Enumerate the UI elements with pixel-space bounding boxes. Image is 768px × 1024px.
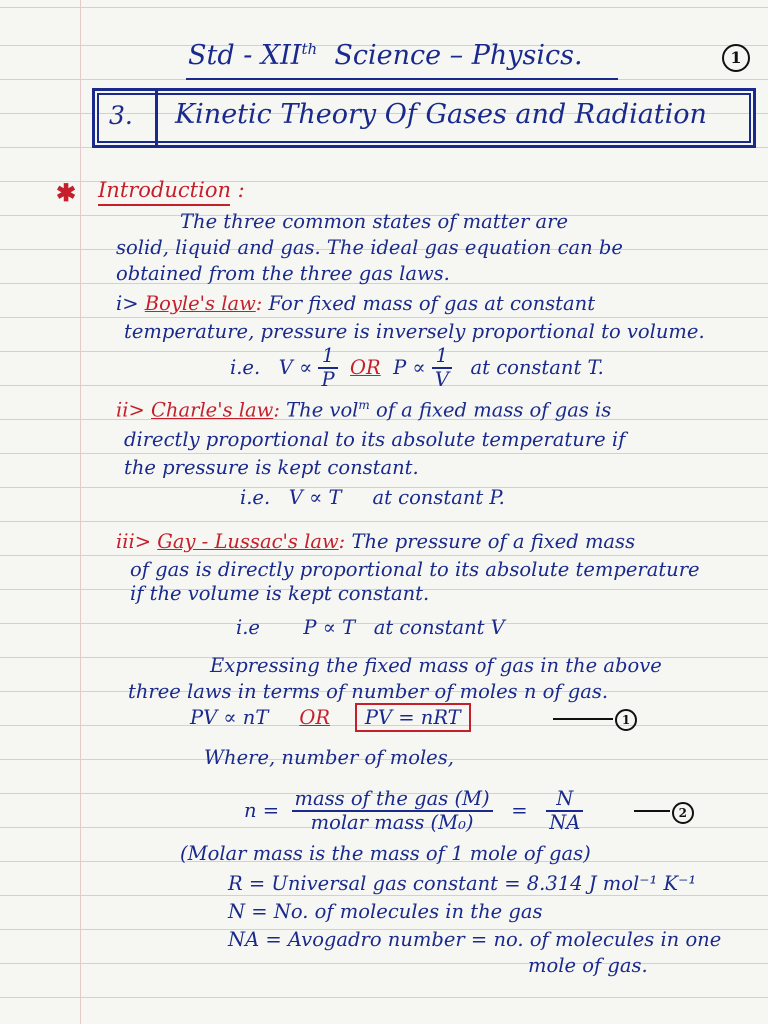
gay-lussac-line-1: [116, 530, 635, 553]
boyle-law-name: Boyle's law: [144, 292, 256, 315]
boyle-fraction-1: [318, 345, 337, 392]
charles-ie: i.e.: [240, 486, 271, 509]
chapter-number: 3.: [109, 101, 133, 130]
moles-equals: =: [511, 798, 528, 822]
charles-text-2: directly proportional to its absolute temperature if: [124, 428, 626, 451]
equation-dash: [553, 718, 613, 720]
gay-lussac-ie: i.e: [236, 616, 260, 639]
equation-dash-2: [634, 810, 670, 812]
gay-lussac-equation: [236, 616, 505, 639]
def-na-line-2: mole of gas.: [528, 954, 648, 977]
def-r: R = Universal gas constant = 8.314 J mol⁻¹ K⁻¹: [228, 872, 697, 895]
boyle-marker: i>: [116, 292, 139, 315]
title-superscript: th: [301, 40, 318, 58]
boyle-frac2-den: V: [434, 368, 449, 392]
boyle-frac1-den: P: [321, 368, 335, 392]
boyle-v-prop: V ∝: [278, 355, 313, 379]
moles-fraction-1: [292, 788, 493, 835]
moles-frac1-num: mass of the gas (M): [292, 788, 493, 812]
equation-number-2: 2: [672, 802, 694, 824]
gay-lussac-law-name: Gay - Lussac's law: [157, 530, 339, 553]
molar-mass-note: (Molar mass is the mass of 1 mole of gas): [180, 842, 591, 865]
ideal-gas-equation-line: [190, 706, 637, 731]
boyle-equation: [230, 345, 604, 392]
chapter-title-box: [92, 88, 756, 148]
pv-prop-nt: PV ∝ nT: [190, 706, 269, 729]
intro-line-2: solid, liquid and gas. The ideal gas equation can be: [116, 236, 623, 259]
boyle-frac1-num: 1: [318, 345, 337, 369]
gay-lussac-text-2: of gas is directly proportional to its absolute temperature: [130, 558, 700, 581]
boyle-fraction-2: [432, 345, 452, 392]
page-header: [188, 40, 583, 71]
charles-equation: [240, 486, 505, 509]
intro-line-1: The three common states of matter are: [180, 210, 568, 233]
margin-line: [80, 0, 81, 1024]
boyle-frac2-num: 1: [432, 345, 452, 369]
moles-equation: [244, 788, 694, 835]
chapter-title: Kinetic Theory Of Gases and Radiation: [175, 99, 707, 130]
def-n: N = No. of molecules in the gas: [228, 900, 543, 923]
header-underline: [186, 78, 618, 80]
def-na-line-1: NA = Avogadro number = no. of molecules in one: [228, 928, 722, 951]
moles-fraction-2: [546, 788, 583, 835]
boyle-law-line-1: [116, 292, 595, 315]
boyle-text-1: For fixed mass of gas at constant: [268, 292, 596, 315]
charles-condition: at constant P.: [372, 486, 505, 509]
charles-marker: ii>: [116, 398, 145, 422]
boyle-or: OR: [350, 355, 381, 379]
chapter-divider: [155, 91, 158, 145]
charles-law-line-1: [116, 398, 611, 422]
expression-line-1: Expressing the fixed mass of gas in the above: [210, 654, 662, 677]
introduction-heading: Introduction :: [98, 178, 245, 202]
moles-lhs: n =: [244, 798, 280, 822]
boyle-condition: at constant T.: [470, 355, 604, 379]
gay-lussac-condition: at constant V: [373, 616, 505, 639]
title-suffix: Science – Physics.: [334, 40, 583, 71]
gay-lussac-marker: iii>: [116, 530, 152, 553]
boyle-ie: i.e.: [230, 355, 261, 379]
gay-lussac-colon: :: [338, 530, 346, 553]
intro-line-3: obtained from the three gas laws.: [116, 262, 450, 285]
charles-text-1-sup: m: [358, 398, 370, 412]
gay-lussac-text-3: if the volume is kept constant.: [130, 582, 430, 605]
title-prefix: Std - XII: [188, 40, 302, 71]
moles-frac2-num: N: [546, 788, 583, 812]
star-bullet-icon: ✱: [56, 178, 77, 207]
equation-number-1: 1: [615, 709, 637, 731]
gay-lussac-text-1: The pressure of a fixed mass: [351, 530, 636, 553]
moles-frac1-den: molar mass (M₀): [310, 811, 474, 835]
charles-relation: V ∝ T: [288, 486, 342, 509]
page-number: 1: [722, 44, 750, 72]
moles-where-line: Where, number of moles,: [204, 746, 454, 769]
gay-lussac-relation: P ∝ T: [303, 616, 356, 639]
charles-text-3: the pressure is kept constant.: [124, 456, 419, 479]
charles-colon: :: [273, 398, 280, 422]
ideal-gas-equation-box: PV = nRT: [355, 703, 471, 732]
boyle-p-prop: P ∝: [393, 355, 426, 379]
boyle-text-2: temperature, pressure is inversely proportional to volume.: [124, 320, 705, 343]
expression-or: OR: [299, 706, 331, 729]
expression-line-2: three laws in terms of number of moles n of gas.: [128, 680, 609, 703]
introduction-underline: [98, 204, 230, 206]
boyle-colon: :: [255, 292, 263, 315]
moles-frac2-den: NA: [549, 811, 581, 835]
charles-text-1b: of a fixed mass of gas is: [376, 398, 612, 422]
charles-text-1a: The vol: [286, 398, 359, 422]
charles-law-name: Charle's law: [151, 398, 274, 422]
